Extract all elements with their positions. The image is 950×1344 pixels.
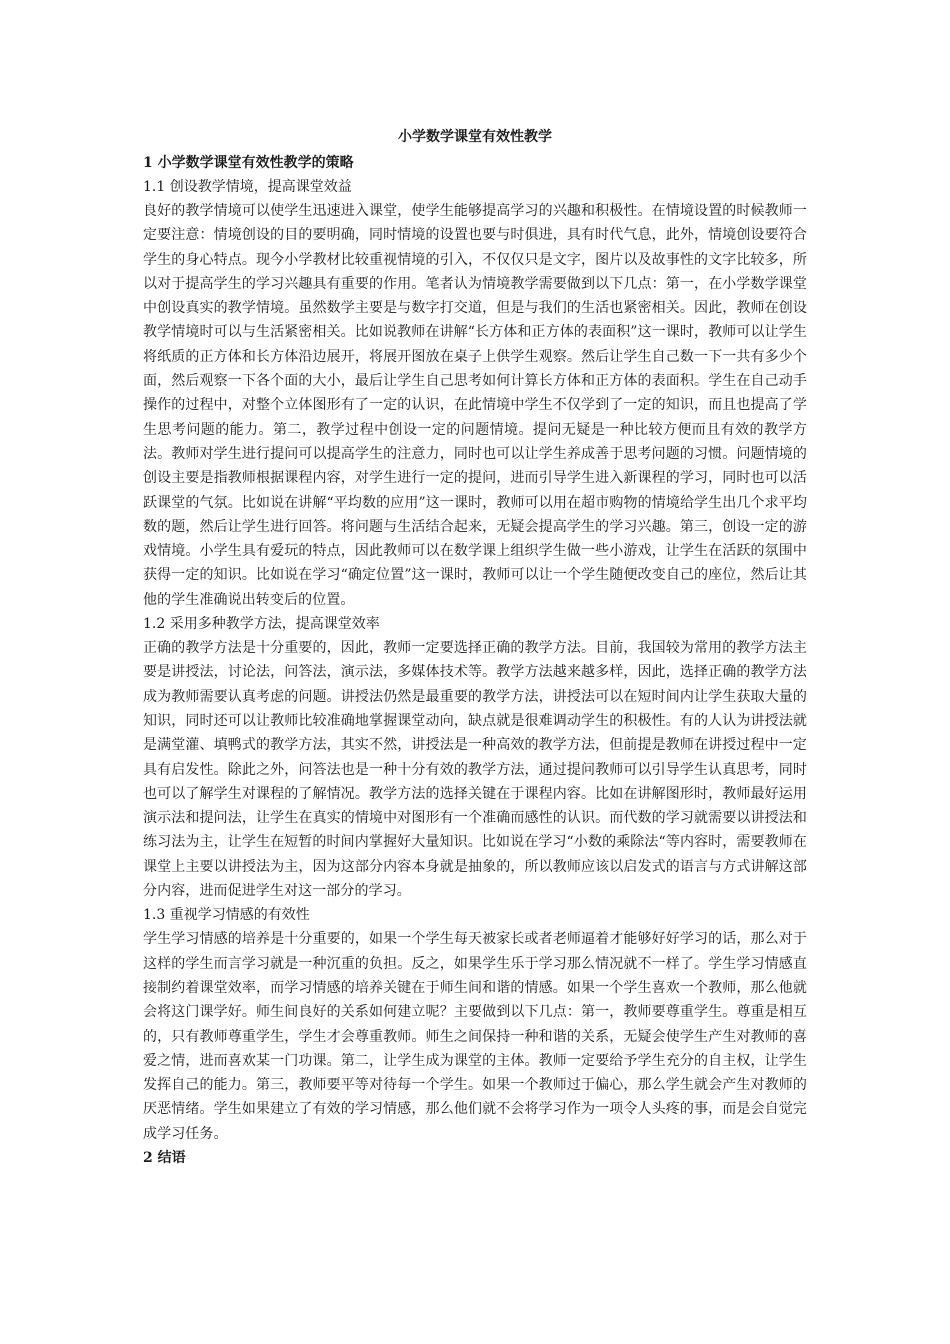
section-2-heading: 2 结语 (143, 1149, 186, 1166)
document-page (143, 126, 807, 1170)
subsection-1-3-paragraph: 学生学习情感的培养是十分重要的，如果一个学生每天被家长或者老师逼着才能够好好学习的话，那么对于这样的学生而言学习就是一种沉重的负担。反之，如果学生乐于学习那么情况就不一样了。学生学习情感直接制约着课堂效率，而学习情感的培养关键在于师生间和谐的情感。如果一个学生喜欢一个教师，那么他就会将这门课学好。师生间良好的关系如何建立呢？主要做到以下几点：第一，教师要尊重学生。尊重是相互的，只有教师尊重学生，学生才会尊重教师。师生之间保持一种和谐的关系，无疑会使学生产生对教师的喜爱之情，进而喜欢某一门功课。第二，让学生成为课堂的主体。教师一定要给予学生充分的自主权，让学生发挥自己的能力。第三，教师要平等对待每一个学生。如果一个教师过于偏心，那么学生就会产生对教师的厌恶情绪。学生如果建立了有效的学习情感，那么他们就不会将学习作为一项令人头疼的事，而是会自觉完成学习任务。 (143, 931, 807, 1142)
section-1-heading: 1 小学数学课堂有效性教学的策略 (143, 155, 354, 171)
subsection-1-3-heading: 1.3 重视学习情感的有效性 (143, 907, 310, 924)
document-title: 小学数学课堂有效性教学 (398, 129, 552, 145)
subsection-1-2-paragraph: 正确的教学方法是十分重要的，因此，教师一定要选择正确的教学方法。目前，我国较为常用的教学方法主要是讲授法，讨论法，问答法，演示法，多媒体技术等。教学方法越来越多样，因此，选择正确的教学方法成为教师需要认真考虑的问题。讲授法仍然是最重要的教学方法，讲授法可以在短时间内让学生获取大量的知识，同时还可以让教师比较准确地掌握课堂动向，缺点就是很难调动学生的积极性。有的人认为讲授法就是满堂灌、填鸭式的教学方法，其实不然，讲授法是一种高效的教学方法，但前提是教师在讲授过程中一定具有启发性。除此之外，问答法也是一种十分有效的教学方法，通过提问教师可以引导学生认真思考，同时也可以了解学生对课程的了解情况。教学方法的选择关键在于课程内容。比如在讲解图形时，教师最好运用演示法和提问法，让学生在真实的情境中对图形有一个准确而感性的认识。而代数的学习就需要以讲授法和练习法为主，让学生在短暂的时间内掌握好大量知识。比如说在学习“小数的乘除法“等内容时，需要教师在课堂上主要以讲授法为主，因为这部分内容本身就是抽象的，所以教师应该以启发式的语言与方式讲解这部分内容，进而促进学生对这一部分的学习。 (143, 640, 807, 900)
subsection-1-2-heading: 1.2 采用多种教学方法，提高课堂效率 (143, 616, 380, 633)
subsection-1-1-heading: 1.1 创设教学情境，提高课堂效益 (143, 179, 352, 195)
subsection-1-1-paragraph: 良好的教学情境可以使学生迅速进入课堂，使学生能够提高学习的兴趣和积极性。在情境设置的时候教师一定要注意：情境创设的目的要明确，同时情境的设置也要与时俱进，具有时代气息，此外，情境创设要符合学生的身心特点。现今小学教材比较重视情境的引入，不仅仅只是文字，图片以及故事性的文字比较多，所以对于提高学生的学习兴趣具有重要的作用。笔者认为情境教学需要做到以下几点：第一，在小学数学课堂中创设真实的教学情境。虽然数学主要是与数字打交道，但是与我们的生活也紧密相关。因此，教师在创设教学情境时可以与生活紧密相关。比如说教师在讲解“长方体和正方体的表面积”这一课时，教师可以让学生将纸质的正方体和长方体沿边展开，将展开图放在桌子上供学生观察。然后让学生自己数一下一共有多少个面，然后观察一下各个面的大小，最后让学生自己思考如何计算长方体和正方体的表面积。学生在自己动手操作的过程中，对整个立体图形有了一定的认识，在此情境中学生不仅学到了一定的知识，而且也提高了学生思考问题的能力。第二，教学过程中创设一定的问题情境。提问无疑是一种比较方便而且有效的教学方法。教师对学生进行提问可以提高学生的注意力，同时也可以让学生养成善于思考问题的习惯。问题情境的创设主要是指教师根据课程内容，对学生进行一定的提问，进而引导学生进入新课程的学习，同时也可以活跃课堂的气氛。比如说在讲解“平均数的应用”这一课时，教师可以用在超市购物的情境给学生出几个求平均数的题，然后让学生进行回答。将问题与生活结合起来，无疑会提高学生的学习兴趣。第三，创设一定的游戏情境。小学生具有爱玩的特点，因此教师可以在数学课上组织学生做一些小游戏，让学生在活跃的氛围中获得一定的知识。比如说在学习“确定位置”这一课时，教师可以让一个学生随便改变自己的座位，然后让其他的学生准确说出转变后的位置。 (143, 203, 807, 608)
